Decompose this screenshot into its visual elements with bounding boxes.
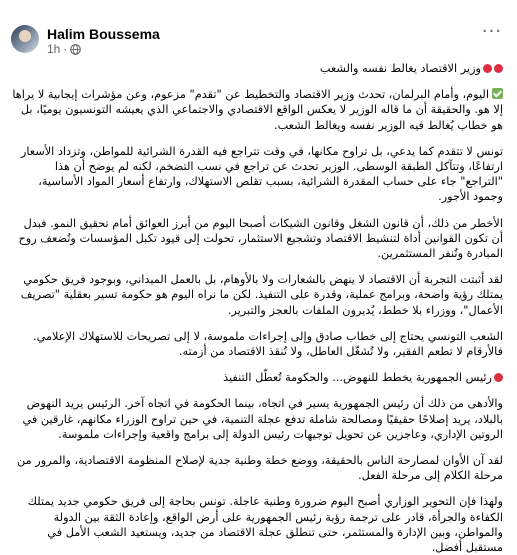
paragraph: لقد أثبتت التجربة أن الاقتصاد لا ينهض بالشعارات ولا بالأوهام، بل بالعمل الميداني، وبوجود فريق حكومي يمتلك رؤية واضحة، وبرامج عملية، وقدرة على التنفيذ. لكن ما نراه اليوم هو حكومة تسير بعقلية "تصريف الأعمال"، ووزراء بلا خطط، يُديرون الملفات بالعجز والتبرير. xyxy=(20,273,503,317)
headline-text: وزير الاقتصاد يغالط نفسه والشعب xyxy=(319,62,481,75)
paragraph-text: اليوم، وأمام البرلمان، تحدث وزير الاقتصاد والتخطيط عن "تقدم" مزعوم، وعن مؤشرات إيجابية لا يراها إلا هو. والحقيقة أن ما قاله الوزير لا يعكس الواقع الاقتصادي والاجتماعي الذي يعيشه التونسيون يوميًا، بل هو خطاب يُغالط فيه الوزير نفسه ويغالط الشعب. xyxy=(12,88,503,132)
paragraph: الأخطر من ذلك، أن قانون الشغل وقانون الشيكات أصبحا اليوم من أبرز العوائق أمام تحقيق النمو. فبدل أن تكون القوانين أداة لتنشيط الاقتصاد وتشجيع الاستثمار، تحولت إلى قيود تكبل المؤسسات وتُضعف روح المبادرة وتُنفر المستثمرين. xyxy=(18,216,503,261)
red-circle-icon xyxy=(494,373,503,382)
meta-separator: · xyxy=(63,42,68,56)
author-name[interactable]: Halim Boussema xyxy=(47,26,160,42)
section-heading-text: رئيس الجمهورية يخطط للنهوض... والحكومة تُعطّل التنفيذ xyxy=(223,371,492,385)
paragraph: الشعب التونسي يحتاج إلى خطاب صادق وإلى إجراءات ملموسة، لا إلى تصريحات للاستهلاك الإعلامي. فالأرقام لا تطعم الفقير، ولا تُشغّل العاطل، ولا تُنقذ الاقتصاد من أزمته. xyxy=(32,329,503,359)
paragraph: تونس لا تتقدم كما يدعي، بل تراوح مكانها، في وقت تتراجع فيه القدرة الشرائية للمواطن، وتزداد الأسعار ارتفاعًا، وتتآكل الطبقة الوسطى. الوزير تحدث عن تراجع في نسب التضخم، لكنه لم يوضح أن هذا "التراجع" جاء على حساب المقدرة الشرائية، بسبب تقلص الاستهلاك، وارتفاع أسعار المواد الأساسية، وجمود الأجور. xyxy=(20,144,503,204)
paragraph xyxy=(12,87,503,133)
globe-icon xyxy=(70,44,81,55)
post-headline xyxy=(12,61,503,76)
post-body xyxy=(12,61,503,555)
section-heading xyxy=(12,370,503,385)
check-mark-icon xyxy=(492,88,503,99)
avatar[interactable] xyxy=(11,25,39,53)
post-header xyxy=(0,0,517,60)
more-options-icon[interactable]: ··· xyxy=(481,21,503,42)
paragraph: لقد آن الأوان لمصارحة الناس بالحقيقة، ووضع خطة وطنية جدية لإصلاح المنظومة الاقتصادية، والمرور من مرحلة الكلام إلى مرحلة الفعل. xyxy=(17,454,503,483)
red-circle-icon xyxy=(494,64,503,73)
paragraph: ولهذا فإن التحوير الوزاري أصبح اليوم ضرورة وطنية عاجلة. تونس بحاجة إلى فريق حكومي جديد يمتلك الكفاءة والجرأة، قادر على ترجمة رؤية رئيس الجمهورية على أرض الواقع، وإعادة الثقة بين الدولة والمواطن، وبين الإدارة والمستثمر، حتى تنطلق عجلة الاقتصاد من جديد، ويستعيد الشعب الأمل في مستقبل أفضل. xyxy=(27,495,503,555)
red-circle-icon xyxy=(483,64,492,73)
post-meta xyxy=(47,42,81,56)
paragraph: والأدهى من ذلك أن رئيس الجمهورية يسير في اتجاه، بينما الحكومة في اتجاه آخر. الرئيس يريد النهوض بالبلاد، يريد إصلاحًا حقيقيًا ومصالحة شاملة تدفع عجلة التنمية، في حين تراوح الوزراء مكانهم، غارقين في الروتين الإداري، وعاجزين عن تحويل توجيهات رئيس الدولة إلى برامج واقعية وإجراءات ملموسة. xyxy=(22,397,503,441)
post-time[interactable]: 1h xyxy=(47,42,61,56)
